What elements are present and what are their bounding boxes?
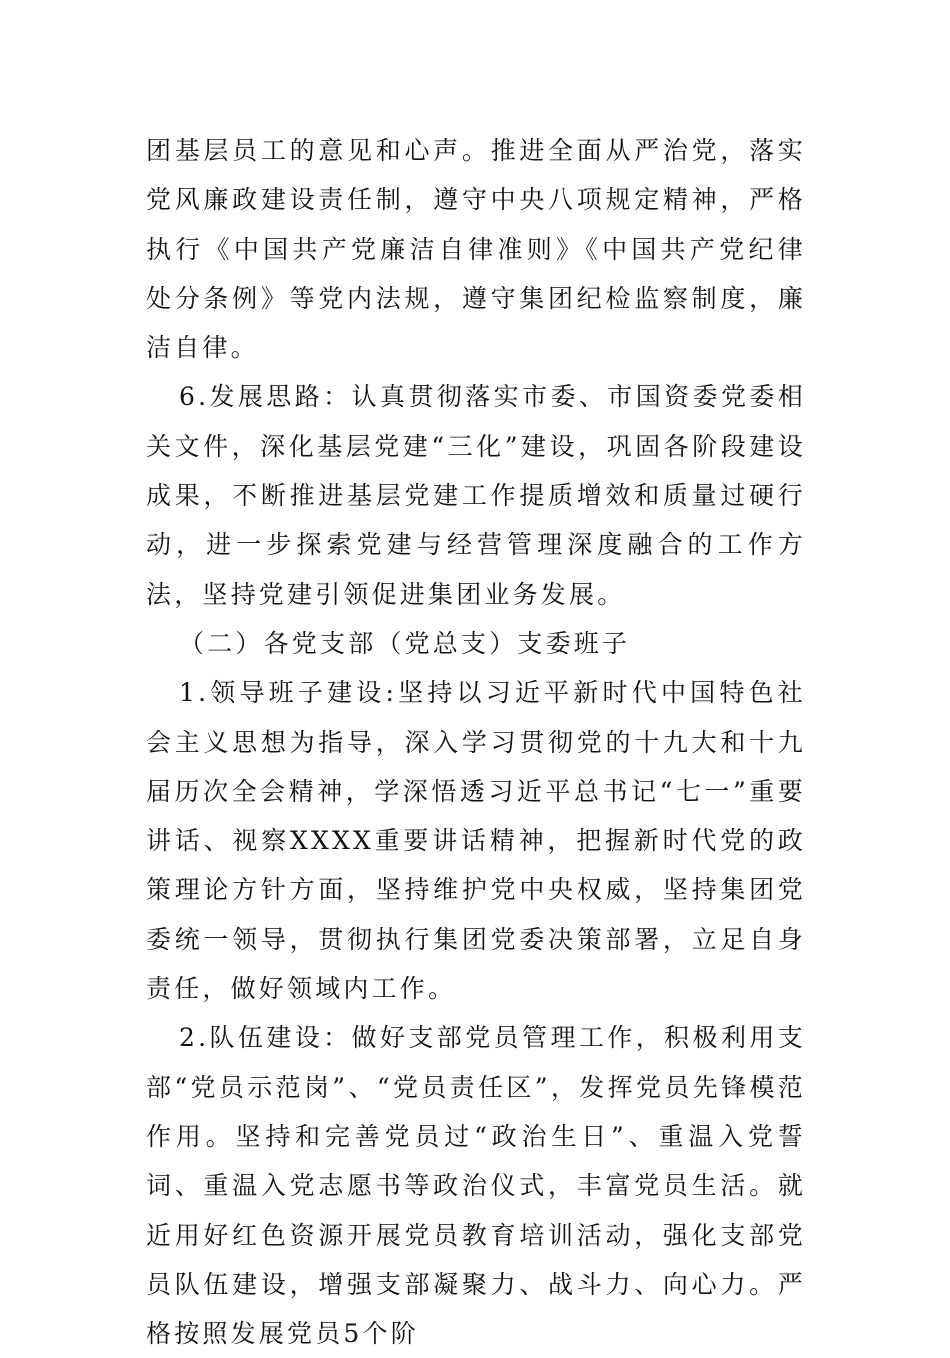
paragraph-leadership-building: 1.领导班子建设:坚持以习近平新时代中国特色社会主义思想为指导，深入学习贯彻党的十九大和十九届历次全会精神，学深悟透习近平总书记“七一”重要讲话、视察XXXX重要讲话精神，把握新时代党的政策理论方针方面，坚持维护党中央权威，坚持集团党委统一领导，贯彻执行集团党委决策部署，立足自身责任，做好领域内工作。 (146, 678, 806, 1004)
paragraph-development-approach: 6.发展思路：认真贯彻落实市委、市国资委党委相关文件，深化基层党建“三化”建设，巩固各阶段建设成果，不断推进基层党建工作提质增效和质量过硬行动，进一步探索党建与经营管理深度融合的工作方法，坚持党建引领促进集团业务发展。 (146, 382, 806, 609)
paragraph-party-discipline: 团基层员工的意见和心声。推进全面从严治党，落实党风廉政建设责任制，遵守中央八项规定精神，严格执行《中国共产党廉洁自律准则》《中国共产党纪律处分条例》等党内法规，遵守集团纪检监察制度，廉洁自律。 (146, 136, 806, 363)
section-heading-branch-committees: （二）各党支部（党总支）支委班子 (179, 628, 631, 658)
paragraph-team-building: 2.队伍建设：做好支部党员管理工作，积极利用支部“党员示范岗”、“党员责任区”，发挥党员先锋模范作用。坚持和完善党员过“政治生日”、重温入党誓词、重温入党志愿书等政治仪式，丰富党员生活。就近用好红色资源开展党员教育培训活动，强化支部党员队伍建设，增强支部凝聚力、战斗力、向心力。严格按照发展党员5个阶 (146, 1023, 806, 1349)
document-body (146, 126, 806, 1358)
